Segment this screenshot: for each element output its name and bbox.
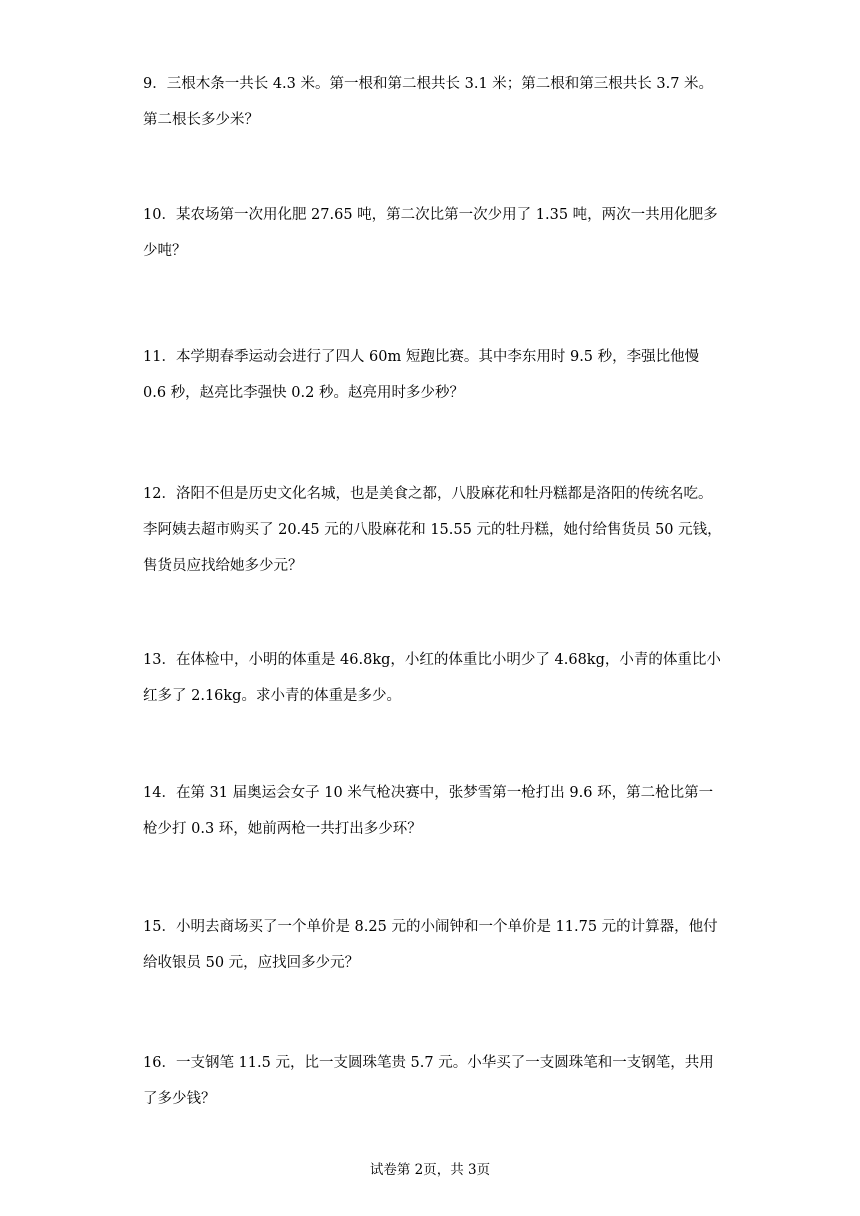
problem-line: 第二根长多少米？ bbox=[143, 112, 259, 128]
problem-9 bbox=[143, 66, 723, 138]
problem-line: 枪少打 0.3 环，她前两枪一共打出多少环？ bbox=[143, 821, 422, 837]
problem-line: 售货员应找给她多少元？ bbox=[143, 558, 303, 574]
problem-line: 11．本学期春季运动会进行了四人 60m 短跑比赛。其中李东用时 9.5 秒，李强比他慢 bbox=[143, 349, 700, 365]
problem-line: 15．小明去商场买了一个单价是 8.25 元的小闹钟和一个单价是 11.75 元的计算器，他付 bbox=[143, 919, 718, 935]
problem-13 bbox=[143, 642, 723, 714]
problem-15 bbox=[143, 909, 723, 981]
problem-line: 李阿姨去超市购买了 20.45 元的八股麻花和 15.55 元的牡丹糕，她付给售货员 50 元钱， bbox=[143, 522, 722, 538]
problem-11 bbox=[143, 339, 723, 411]
problem-line: 10．某农场第一次用化肥 27.65 吨，第二次比第一次少用了 1.35 吨，两次一共用化肥多 bbox=[143, 207, 718, 223]
problem-line: 16．一支钢笔 11.5 元，比一支圆珠笔贵 5.7 元。小华买了一支圆珠笔和一支钢笔，共用 bbox=[143, 1055, 714, 1071]
problem-line: 了多少钱？ bbox=[143, 1091, 216, 1107]
problem-line: 13．在体检中，小明的体重是 46.8kg，小红的体重比小明少了 4.68kg，小青的体重比小 bbox=[143, 652, 721, 668]
page-footer bbox=[0, 1160, 860, 1180]
problem-line: 少吨？ bbox=[143, 243, 187, 259]
page-number-label: 试卷第 2页，共 3页 bbox=[369, 1162, 491, 1178]
problem-line: 14．在第 31 届奥运会女子 10 米气枪决赛中，张梦雪第一枪打出 9.6 环，第二枪比第一 bbox=[143, 785, 714, 801]
problem-line: 9．三根木条一共长 4.3 米。第一根和第二根共长 3.1 米；第二根和第三根共长 3.7 米。 bbox=[143, 76, 714, 92]
problem-14 bbox=[143, 775, 723, 847]
problem-line: 给收银员 50 元，应找回多少元？ bbox=[143, 955, 360, 971]
problem-line: 12．洛阳不但是历史文化名城，也是美食之都，八股麻花和牡丹糕都是洛阳的传统名吃。 bbox=[143, 486, 713, 502]
problem-line: 0.6 秒，赵亮比李强快 0.2 秒。赵亮用时多少秒？ bbox=[143, 385, 464, 401]
problem-10 bbox=[143, 197, 723, 269]
problem-12 bbox=[143, 476, 723, 584]
problem-16 bbox=[143, 1045, 723, 1117]
problem-line: 红多了 2.16kg。求小青的体重是多少。 bbox=[143, 688, 401, 704]
